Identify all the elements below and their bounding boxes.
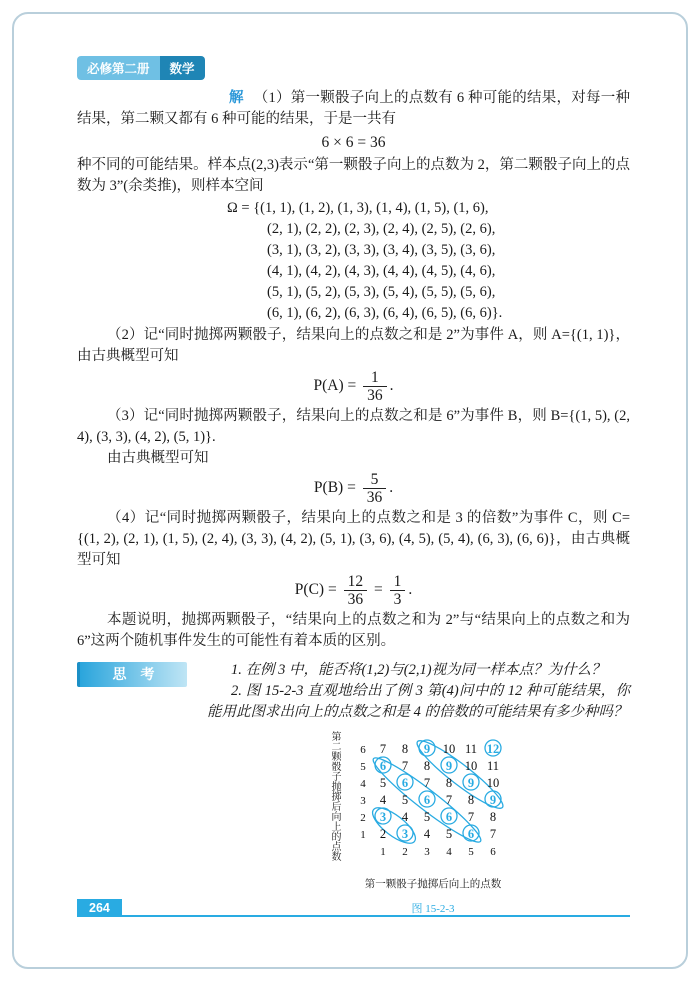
svg-text:8: 8 bbox=[401, 742, 409, 757]
pc-numerator-1: 12 bbox=[347, 573, 364, 591]
svg-text:7: 7 bbox=[489, 827, 497, 842]
header bbox=[77, 56, 205, 80]
figure-y-axis-label: 第二颗骰子抛掷后向上的点数 bbox=[329, 731, 340, 862]
svg-text:12: 12 bbox=[486, 742, 500, 757]
svg-text:6: 6 bbox=[490, 846, 496, 859]
solution-paragraph-6: （4）记“同时抛掷两颗骰子，结果向上的点数之和是 3 的倍数”为事件 C，则 C={(1, 2), (2, 1), (1, 5), (2, 4), (3, 3), (4, 2), (5, 1), (3, 6), (4, 5), (5, 4), (6, 3), (6, 6)}，由古典概型可知 bbox=[77, 510, 630, 569]
formula-pa bbox=[77, 369, 630, 404]
sample-space-block bbox=[227, 198, 630, 324]
think-question-1: 1. 在例 3 中，能否将(1,2)与(2,1)视为同一样本点？为什么？ bbox=[231, 662, 606, 679]
formula-pc bbox=[77, 573, 630, 608]
svg-text:8: 8 bbox=[467, 793, 475, 808]
pa-tail: . bbox=[389, 377, 394, 395]
solution-paragraph-5: 由古典概型可知 bbox=[107, 450, 209, 467]
svg-text:4: 4 bbox=[446, 846, 452, 859]
svg-text:9: 9 bbox=[489, 793, 497, 808]
svg-text:3: 3 bbox=[379, 810, 387, 825]
pb-tail: . bbox=[389, 479, 394, 497]
solution-paragraph-4: （3）记“同时抛掷两颗骰子，结果向上的点数之和是 6”为事件 B，则 B={(1, 5), (2, 4), (3, 3), (4, 2), (5, 1)}. bbox=[77, 408, 630, 446]
pc-fraction-2 bbox=[390, 573, 406, 608]
sample-space-line: (3, 1), (3, 2), (3, 3), (3, 4), (3, 5), (3, 6), bbox=[267, 242, 496, 258]
sample-space-line: Ω = {(1, 1), (1, 2), (1, 3), (1, 4), (1, 5), (1, 6), bbox=[227, 200, 489, 216]
svg-text:10: 10 bbox=[486, 776, 500, 791]
pc-denominator-1: 36 bbox=[344, 590, 368, 608]
svg-text:9: 9 bbox=[467, 776, 475, 791]
figure-x-axis-label: 第一颗骰子抛掷后向上的点数 bbox=[364, 879, 502, 891]
svg-text:7: 7 bbox=[467, 810, 475, 825]
svg-text:5: 5 bbox=[468, 846, 474, 859]
svg-text:9: 9 bbox=[445, 759, 453, 774]
pb-denominator: 36 bbox=[363, 488, 387, 506]
svg-text:2: 2 bbox=[402, 846, 408, 859]
svg-text:5: 5 bbox=[379, 776, 387, 791]
svg-text:4: 4 bbox=[401, 810, 409, 825]
svg-text:11: 11 bbox=[464, 742, 478, 757]
svg-text:6: 6 bbox=[467, 827, 475, 842]
dice-sum-grid bbox=[343, 731, 513, 874]
svg-text:7: 7 bbox=[401, 759, 409, 774]
pc-lhs: P(C) = bbox=[294, 581, 341, 599]
svg-text:2: 2 bbox=[360, 812, 366, 825]
pa-fraction bbox=[363, 369, 387, 404]
solution-paragraph-3: （2）记“同时抛掷两颗骰子，结果向上的点数之和是 2”为事件 A，则 A={(1, 1)}，由古典概型可知 bbox=[77, 327, 630, 364]
page-footer bbox=[77, 899, 630, 917]
svg-text:5: 5 bbox=[360, 761, 366, 774]
formula-product: 6 × 6 = 36 bbox=[321, 134, 386, 151]
svg-text:6: 6 bbox=[379, 759, 387, 774]
figure-body bbox=[325, 731, 525, 874]
formula-pb bbox=[77, 471, 630, 506]
solution-paragraph-2: 种不同的可能结果。样本点(2,3)表示“第一颗骰子向上的点数为 2，第二颗骰子向上的点数为 3”(余类推)，则样本空间 bbox=[77, 157, 630, 194]
svg-text:5: 5 bbox=[401, 793, 409, 808]
think-question-2: 2. 图 15-2-3 直观地给出了例 3 第(4)问中的 12 种可能结果，你能用此图求出向上的点数之和是 4 的倍数的可能结果有多少种吗？ bbox=[207, 683, 630, 721]
svg-text:4: 4 bbox=[423, 827, 431, 842]
svg-text:3: 3 bbox=[360, 795, 366, 808]
sample-space-line: (2, 1), (2, 2), (2, 3), (2, 4), (2, 5), (2, 6), bbox=[267, 221, 496, 237]
subject-badge: 数学 bbox=[160, 56, 205, 80]
textbook-page bbox=[12, 12, 688, 969]
pc-denominator-2: 3 bbox=[390, 590, 406, 608]
sample-space-line: (4, 1), (4, 2), (4, 3), (4, 4), (4, 5), (4, 6), bbox=[267, 263, 496, 279]
svg-text:3: 3 bbox=[401, 827, 409, 842]
pb-lhs: P(B) = bbox=[313, 479, 360, 497]
svg-text:5: 5 bbox=[423, 810, 431, 825]
solution-label: 解 bbox=[229, 90, 244, 106]
svg-text:3: 3 bbox=[424, 846, 430, 859]
solution-paragraph-1 bbox=[77, 88, 630, 130]
svg-text:9: 9 bbox=[423, 742, 431, 757]
svg-text:8: 8 bbox=[423, 759, 431, 774]
pc-fraction-1 bbox=[344, 573, 368, 608]
svg-text:4: 4 bbox=[379, 793, 387, 808]
think-section-label: 思 考 bbox=[77, 662, 187, 687]
svg-text:6: 6 bbox=[360, 744, 366, 757]
svg-text:8: 8 bbox=[489, 810, 497, 825]
pc-tail: . bbox=[408, 581, 413, 599]
pc-numerator-2: 1 bbox=[393, 573, 402, 591]
svg-text:7: 7 bbox=[423, 776, 431, 791]
pa-denominator: 36 bbox=[363, 386, 387, 404]
solution-p1-text: （1）第一颗骰子向上的点数有 6 种可能的结果，对每一种结果，第二颗又都有 6 种可能的结果，于是一共有 bbox=[77, 90, 630, 127]
sample-space-line: (5, 1), (5, 2), (5, 3), (5, 4), (5, 5), (5, 6), bbox=[267, 284, 496, 300]
svg-text:10: 10 bbox=[442, 742, 456, 757]
sample-space-line: (6, 1), (6, 2), (6, 3), (6, 4), (6, 5), (6, 6)}. bbox=[267, 305, 503, 321]
solution-paragraph-7: 本题说明，抛掷两颗骰子，“结果向上的点数之和为 2”与“结果向上的点数之和为 6”这两个随机事件发生的可能性有着本质的区别。 bbox=[77, 612, 630, 650]
svg-text:8: 8 bbox=[445, 776, 453, 791]
pb-numerator: 5 bbox=[370, 471, 379, 489]
svg-text:4: 4 bbox=[360, 778, 366, 791]
think-section bbox=[77, 660, 630, 920]
svg-text:11: 11 bbox=[486, 759, 500, 774]
svg-text:2: 2 bbox=[379, 827, 387, 842]
svg-text:6: 6 bbox=[401, 776, 409, 791]
figure-caption: 图 15-2-3 bbox=[411, 903, 455, 916]
pa-numerator: 1 bbox=[371, 369, 379, 386]
dice-grid-svg bbox=[343, 731, 513, 867]
series-badge: 必修第二册 bbox=[77, 56, 160, 80]
svg-text:1: 1 bbox=[380, 846, 386, 859]
svg-text:6: 6 bbox=[445, 810, 453, 825]
pa-lhs: P(A) = bbox=[313, 377, 361, 395]
footer-rule-line bbox=[122, 915, 630, 917]
page-content bbox=[77, 88, 630, 920]
svg-text:1: 1 bbox=[360, 829, 366, 842]
pc-equals: = bbox=[370, 581, 387, 599]
svg-text:7: 7 bbox=[445, 793, 453, 808]
page-number-badge: 264 bbox=[77, 899, 122, 917]
pb-fraction bbox=[363, 471, 387, 506]
svg-text:10: 10 bbox=[464, 759, 478, 774]
svg-text:5: 5 bbox=[445, 827, 453, 842]
figure-15-2-3 bbox=[325, 731, 525, 920]
svg-text:7: 7 bbox=[379, 742, 387, 757]
svg-text:6: 6 bbox=[423, 793, 431, 808]
